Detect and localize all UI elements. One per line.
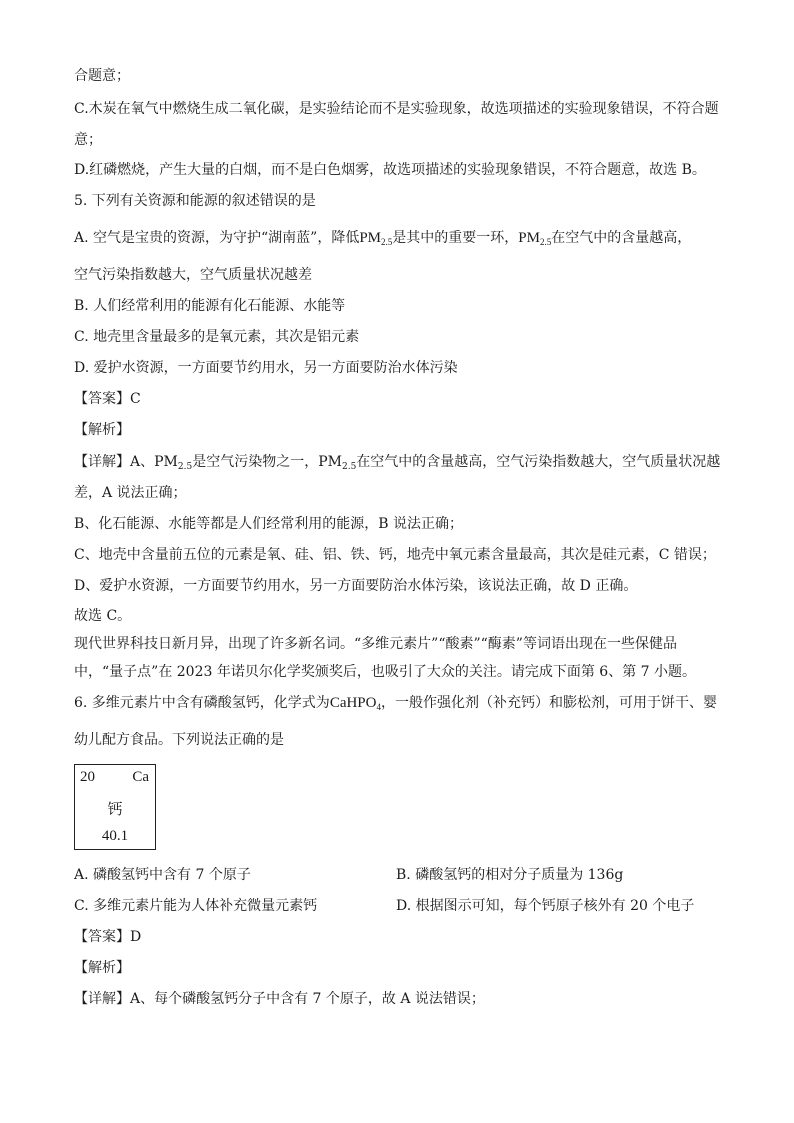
formula-pm25: $PM_{2.5}$ xyxy=(318,454,357,472)
q6-option-b: B. 磷酸氢钙的相对分子质量为 136g xyxy=(396,867,624,883)
intro-paragraph: 现代世界科技日新月异，出现了许多新名词。“多维元素片”“酸素”“酶素”等词语出现在一些保健品 xyxy=(74,636,677,652)
text-line: 空气污染指数越大，空气质量状况越差 xyxy=(74,267,312,283)
analysis-heading-5: 【解析】 xyxy=(74,422,130,438)
formula-pm25: $PM_{2.5}$ xyxy=(154,454,193,472)
text-line: D.红磷燃烧，产生大量的白烟，而不是白色烟雾，故选项描述的实验现象错误，不符合题意，故选 B。 xyxy=(74,162,706,178)
text-span: 是其中的重要一环， xyxy=(392,230,519,246)
question-6 xyxy=(74,693,717,717)
text-span: 在空气中的含量越高， xyxy=(551,230,692,246)
q5-option-b: B. 人们经常利用的能源有化石能源、水能等 xyxy=(74,298,346,314)
text-line: 合题意； xyxy=(74,68,130,84)
q6-option-c: C. 多维元素片能为人体补充微量元素钙 xyxy=(74,898,318,914)
formula-pm25: $PM_{2.5}$ xyxy=(359,230,393,247)
text-line: 差，A 说法正确； xyxy=(74,485,187,501)
explanation-5-c: C、地壳中含量前五位的元素是氧、硅、铝、铁、钙，地壳中氧元素含量最高，其次是硅元素，C 错误； xyxy=(74,547,716,563)
answer-6: 【答案】D xyxy=(74,929,142,945)
text-line: C.木炭在氧气中燃烧生成二氧化碳，是实验结论而不是实验现象，故选项描述的实验现象错误，不符合题 xyxy=(74,101,719,117)
element-name: 钙 xyxy=(107,800,123,818)
explanation-5-b: B、化石能源、水能等都是人们经常利用的能源，B 说法正确； xyxy=(74,516,464,532)
text-span: A. 空气是宝贵的资源，为守护“湖南蓝”，降低 xyxy=(74,230,360,246)
text-line: 幼儿配方食品。下列说法正确的是 xyxy=(74,732,284,748)
q5-option-a xyxy=(74,228,691,252)
formula-pm25: $PM_{2.5}$ xyxy=(518,230,552,247)
formula-cahpo4: CaHPO$_4$ xyxy=(329,695,381,712)
q6-option-a: A. 磷酸氢钙中含有 7 个原子 xyxy=(74,867,251,883)
text-span: ，一般作强化剂（补充钙）和膨松剂，可用于饼干、婴 xyxy=(380,695,717,711)
text-span: 6. 多维元素片中含有磷酸氢钙，化学式为 xyxy=(74,695,330,711)
question-5: 5. 下列有关资源和能源的叙述错误的是 xyxy=(74,193,316,209)
text-span: 【详解】A、 xyxy=(74,454,155,470)
analysis-heading-6: 【解析】 xyxy=(74,960,130,976)
explanation-5-end: 故选 C。 xyxy=(74,608,132,624)
atomic-number: 20 xyxy=(80,769,95,785)
text-span: 在空气中的含量越高，空气污染指数越大，空气质量状况越 xyxy=(356,454,721,470)
element-symbol: Ca xyxy=(132,769,149,785)
explanation-5-d: D、爱护水资源，一方面要节约用水，另一方面要防治水体污染，该说法正确，故 D 正确。 xyxy=(74,578,638,594)
q5-option-d: D. 爱护水资源，一方面要节约用水，另一方面要防治水体污染 xyxy=(74,360,458,376)
intro-paragraph: 中，“量子点”在 2023 年诺贝尔化学奖颁奖后，也吸引了大众的关注。请完成下面第 6、第 7 小题。 xyxy=(74,664,697,680)
periodic-element-card xyxy=(74,764,156,850)
answer-5: 【答案】C xyxy=(74,391,141,407)
explanation-5-a xyxy=(74,452,720,477)
text-line: 意； xyxy=(74,132,102,148)
text-span: 是空气污染物之一， xyxy=(192,454,319,470)
q5-option-c: C. 地壳里含量最多的是氧元素，其次是铝元素 xyxy=(74,329,360,345)
q6-option-d: D. 根据图示可知，每个钙原子核外有 20 个电子 xyxy=(396,898,695,914)
explanation-6-a: 【详解】A、每个磷酸氢钙分子中含有 7 个原子，故 A 说法错误； xyxy=(74,991,485,1007)
atomic-mass: 40.1 xyxy=(101,828,129,844)
